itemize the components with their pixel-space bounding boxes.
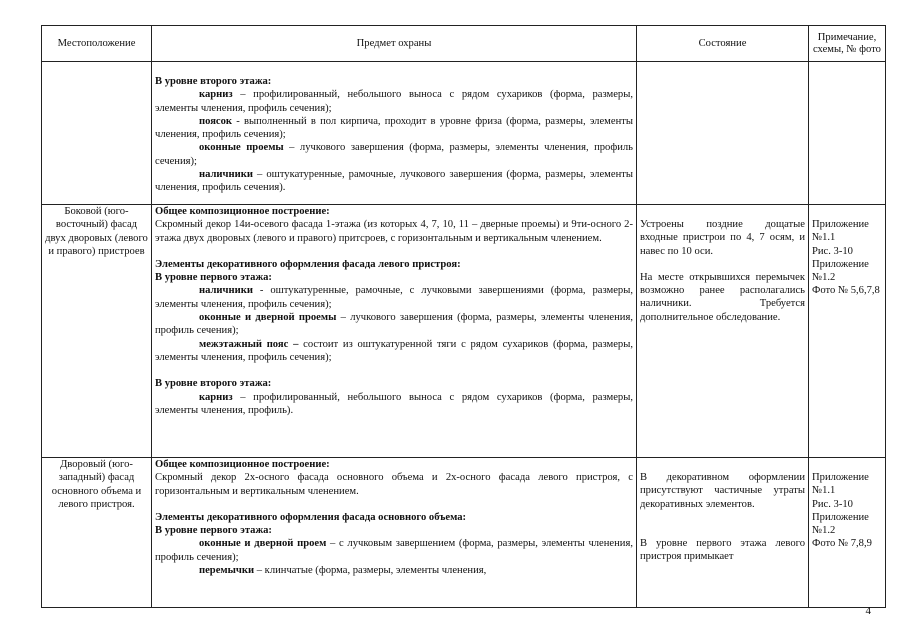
row2-state-text: Устроены поздние дощатые входные пристрои по 4, 7 осям, и навес по 10 оси. <box>640 219 805 257</box>
row3-location: Дворовый (юго-западный) фасад основного объема и левого пристроя. <box>42 458 152 608</box>
row3-note-text: Приложение №1.1 <box>812 472 869 497</box>
table-row <box>42 205 886 458</box>
row3-state-text: В уровне первого этажа левого пристроя примыкает <box>640 537 805 563</box>
row2-text: – лучкового завершения (форма, размеры, элементы членения, профиль сечения); <box>155 312 633 337</box>
row3-term: перемычки <box>199 565 255 577</box>
row1-line <box>155 168 633 195</box>
row2-term: межэтажный пояс – <box>199 338 299 350</box>
row3-line <box>155 537 633 564</box>
row1-line <box>155 88 633 115</box>
row1-term: оконные проемы <box>199 142 284 154</box>
row2-line: Скромный декор 14и-осевого фасада 1-этажа (из которых 4, 7, 10, 11 – дверные проемы) и 9ти-осного 2-этажа двух дворовых (левого и правого) притсроев, с горизонтальным и вертикальным членением. <box>155 219 633 244</box>
row2-line: В уровне первого этажа: <box>155 272 272 284</box>
table-row <box>42 62 886 205</box>
row2-line: В уровне второго этажа: <box>155 378 272 390</box>
row3-state <box>637 458 809 608</box>
row1-state <box>637 62 809 205</box>
row1-line <box>155 115 633 142</box>
row1-term: поясок <box>199 115 233 127</box>
row3-line: Общее композиционное построение: <box>155 459 330 470</box>
row2-note-text: Приложение №1.2 <box>812 258 869 284</box>
row2-line: Элементы декоративного оформления фасада левого пристроя: <box>155 258 461 270</box>
row2-subject <box>152 205 637 458</box>
row2-line <box>155 284 633 311</box>
row3-state-text: В декоративном оформлении присутствуют частичные утраты декоративных элементов. <box>640 472 805 510</box>
row3-text: – клинчатые (форма, размеры, элементы членения, <box>254 565 487 577</box>
row2-line: Общее композиционное построение: <box>155 206 330 217</box>
row1-line <box>155 141 633 168</box>
row1-text: – оштукатуренные, рамочные, лучкового завершения (форма, размеры, элементы членения, профиль сечения). <box>155 169 633 194</box>
row3-line: Элементы декоративного оформления фасада основного объема: <box>155 511 467 523</box>
row3-term: оконные и дверной проем <box>199 538 327 550</box>
row2-line <box>155 338 633 365</box>
row1-location <box>42 62 152 205</box>
row1-note <box>809 62 886 205</box>
row2-note-text: Фото № 5,6,7,8 <box>812 285 880 297</box>
row2-text: состоит из оштукатуренной тяги с рядом сухариков (форма, размеры, элементы членения, профиль сечения); <box>155 338 633 363</box>
row2-term: наличники <box>199 285 253 297</box>
row1-line: В уровне второго этажа: <box>155 76 272 87</box>
row2-term: карниз <box>199 391 233 403</box>
row2-state-text: На месте открывшихся перемычек возможно ранее располагались наличники. Требуется дополнительное обследование. <box>640 271 805 323</box>
row1-term: карниз <box>199 89 233 101</box>
row2-state <box>637 205 809 458</box>
row2-term: оконные и дверной проемы <box>199 312 337 324</box>
row1-subject <box>152 62 637 205</box>
table-header-row <box>42 26 886 62</box>
page-number: 4 <box>865 605 871 617</box>
row3-note <box>809 458 886 608</box>
row3-note-text: Рис. 3-10 <box>812 498 853 510</box>
row1-term: наличники <box>199 169 253 181</box>
row1-text: – лучкового завершения (форма, размеры, элементы членения, профиль сечения); <box>155 142 633 167</box>
row3-subject <box>152 458 637 608</box>
row2-note-text: Приложение №1.1 <box>812 219 869 244</box>
row2-text: – профилированный, небольшого выноса с рядом сухариков (форма, размеры, элементы членения, профиль). <box>155 391 633 416</box>
row3-text: – с лучковым завершением (форма, размеры, элементы членения, профиль сечения); <box>155 538 633 563</box>
row3-line: В уровне первого этажа: <box>155 525 272 537</box>
row3-line <box>155 564 633 577</box>
row2-line <box>155 391 633 418</box>
header-note: Примечание, схемы, № фото <box>809 26 886 62</box>
header-subject: Предмет охраны <box>152 26 637 62</box>
table-row <box>42 458 886 608</box>
row1-text: - выполненный в пол кирпича, проходит в уровне фриза (форма, размеры, элементы членения, профиль сечения); <box>155 115 633 141</box>
row3-note-text: Фото № 7,8,9 <box>812 538 872 550</box>
row3-note-text: Приложение №1.2 <box>812 511 869 537</box>
row2-line <box>155 311 633 338</box>
row2-note <box>809 205 886 458</box>
row2-note-text: Рис. 3-10 <box>812 245 853 257</box>
protection-table <box>41 25 886 608</box>
header-location: Местоположение <box>42 26 152 62</box>
row2-text: - оштукатуренные, рамочные, с лучковыми завершениями (форма, размеры, элементы членения, профиль сечения); <box>155 285 633 310</box>
row2-location: Боковой (юго-восточный) фасад двух дворовых (левого и правого) пристроев <box>42 205 152 458</box>
row1-text: – профилированный, небольшого выноса с рядом сухариков (форма, размеры, элементы членения, профиль сечения); <box>155 89 633 114</box>
header-state: Состояние <box>637 26 809 62</box>
row3-line: Скромный декор 2х-осного фасада основного объема и 2х-осного фасада левого пристроя, с горизонтальным и вертикальным членением. <box>155 472 633 497</box>
